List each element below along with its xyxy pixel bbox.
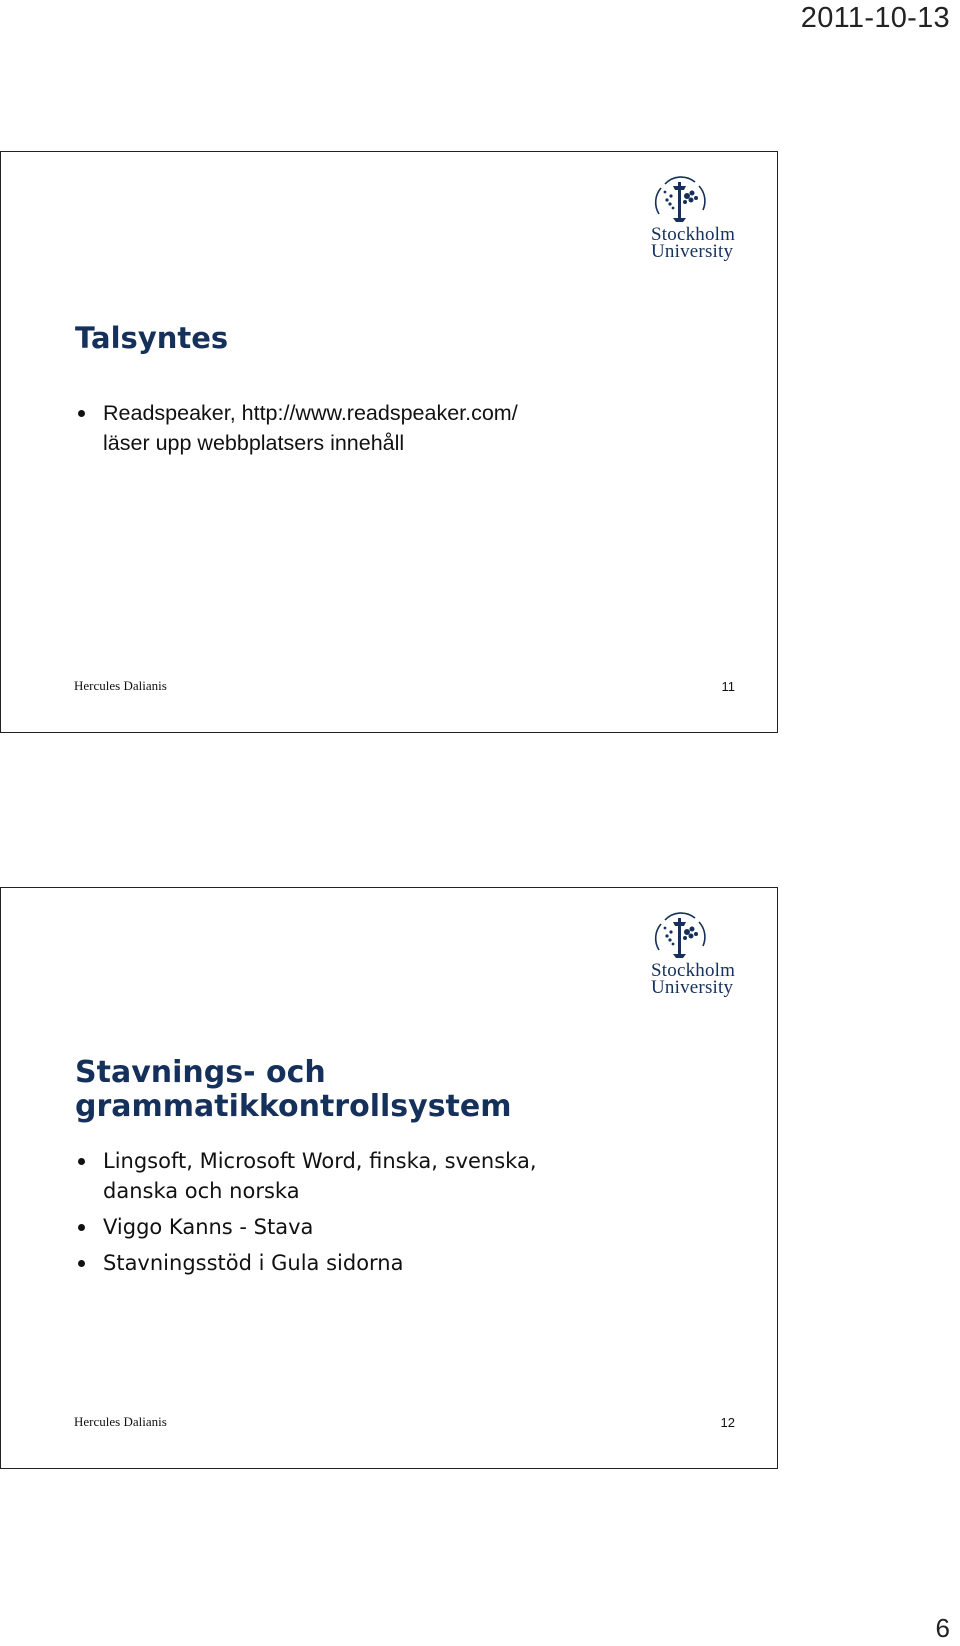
page-date: 2011-10-13: [800, 2, 950, 34]
slide-number: 11: [721, 679, 735, 694]
bullet-list: [75, 398, 655, 458]
bullet-line: danska och norska: [103, 1179, 300, 1203]
stockholm-university-logo: [651, 910, 751, 1000]
list-item: [75, 1146, 675, 1206]
bullet-line: läser upp webbplatsers innehåll: [103, 431, 405, 455]
stockholm-university-logo: [651, 174, 751, 264]
slide-title: [75, 1056, 512, 1124]
slide-12: [0, 887, 778, 1469]
bullet-line: Lingsoft, Microsoft Word, finska, svenska,: [103, 1149, 537, 1173]
slide-number: 12: [720, 1415, 735, 1430]
page-number: 6: [935, 1613, 950, 1643]
footer-author: Hercules Dalianis: [74, 678, 167, 693]
list-item: [75, 1212, 675, 1242]
logo-wordmark: [651, 962, 761, 996]
logo-line-1: Stockholm: [651, 960, 736, 981]
logo-wordmark: [651, 226, 761, 260]
list-item: [75, 398, 655, 458]
logo-line-2: University: [651, 241, 734, 262]
bullet-line: Viggo Kanns - Stava: [103, 1215, 314, 1239]
slide-11: [0, 151, 778, 733]
university-seal-icon: [651, 174, 711, 230]
logo-line-2: University: [651, 977, 734, 998]
footer-author: Hercules Dalianis: [74, 1414, 167, 1429]
logo-line-1: Stockholm: [651, 224, 736, 245]
list-item: [75, 1248, 675, 1278]
bullet-line: Stavningsstöd i Gula sidorna: [103, 1251, 404, 1275]
bullet-line: Readspeaker, http://www.readspeaker.com/: [103, 401, 518, 425]
bullet-list: [75, 1146, 675, 1284]
university-seal-icon: [651, 910, 711, 966]
slide-title: Talsyntes: [75, 321, 229, 355]
title-line: Stavnings- och: [75, 1055, 326, 1090]
title-line: grammatikkontrollsystem: [75, 1089, 512, 1124]
